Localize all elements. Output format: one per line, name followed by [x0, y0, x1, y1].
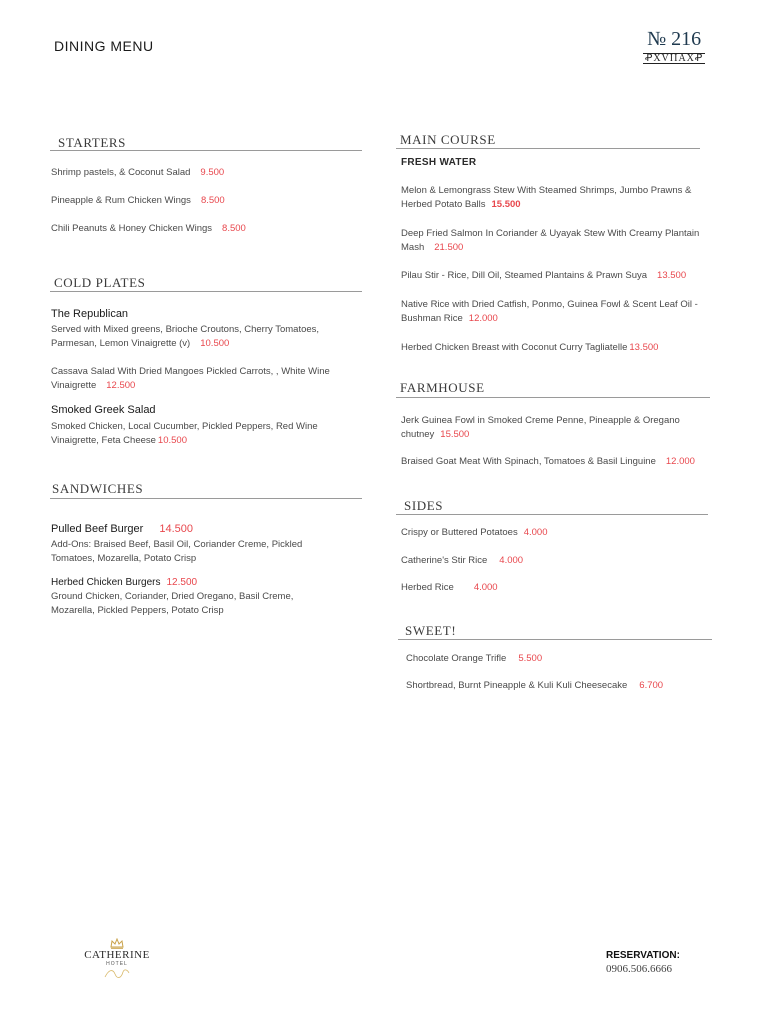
signature-flourish-icon — [97, 967, 137, 981]
page-title: DINING MENU — [54, 38, 154, 54]
list-item: Braised Goat Meat With Spinach, Tomatoes & Basil Linguine 12.000 — [401, 456, 695, 467]
list-item: Shrimp pastels, & Coconut Salad 9.500 — [51, 167, 225, 178]
brand-mark — [643, 28, 705, 64]
list-item: Deep Fried Salmon In Coriander & Uyayak Stew With Creamy Plantain Mash 21.500 — [401, 228, 700, 253]
list-item: Herbed Chicken Breast with Coconut Curry Tagliatelle 13.500 — [401, 342, 659, 353]
cold-plates-divider — [50, 291, 362, 292]
dish-title: Herbed Chicken Burgers 12.500 — [51, 577, 198, 588]
list-item: Herbed Rice 4.000 — [401, 582, 498, 593]
starters-divider — [50, 150, 362, 151]
list-item: Pineapple & Rum Chicken Wings 8.500 — [51, 195, 225, 206]
reservation-label: RESERVATION: — [606, 950, 680, 961]
dish-title: Pulled Beef Burger 14.500 — [51, 523, 193, 535]
list-item: Crispy or Buttered Potatoes 4.000 — [401, 527, 548, 538]
dish-description: Ground Chicken, Coriander, Dried Oregano, Basil Creme, Mozarella, Pickled Peppers, Potato Crisp — [51, 591, 294, 616]
dish-title: The Republican — [51, 308, 129, 320]
starters-heading: STARTERS — [58, 135, 126, 150]
sweet-divider — [398, 639, 712, 640]
sides-divider — [396, 514, 708, 515]
dish-description: Add-Ons: Braised Beef, Basil Oil, Coriander Creme, Pickled Tomatoes, Mozarella, Potato Crisp — [51, 539, 303, 564]
farmhouse-divider — [396, 397, 710, 398]
list-item: Cassava Salad With Dried Mangoes Pickled Carrots, , White Wine Vinaigrette 12.500 — [51, 366, 330, 391]
list-item: Pilau Stir - Rice, Dill Oil, Steamed Plantains & Prawn Suya 13.500 — [401, 270, 687, 281]
list-item: Catherine's Stir Rice 4.000 — [401, 555, 524, 566]
hotel-logo — [80, 938, 154, 986]
cold-plates-heading: COLD PLATES — [54, 275, 146, 290]
list-item: Jerk Guinea Fowl in Smoked Creme Penne, Pineapple & Oregano chutney 15.500 — [401, 415, 680, 440]
farmhouse-heading: FARMHOUSE — [400, 380, 485, 395]
list-item: Chocolate Orange Trifle 5.500 — [406, 653, 543, 664]
brand-subtitle: ꝒXVIIAXꝒ — [645, 53, 704, 64]
dish-title: Smoked Greek Salad — [51, 404, 156, 416]
sweet-heading: SWEET! — [405, 623, 457, 638]
main-course-heading: MAIN COURSE — [400, 132, 496, 147]
main-course-divider — [396, 148, 700, 149]
list-item: Shortbread, Burnt Pineapple & Kuli Kuli Cheesecake 6.700 — [406, 680, 664, 691]
sides-heading: SIDES — [404, 498, 444, 513]
dish-description: Served with Mixed greens, Brioche Croutons, Cherry Tomatoes, Parmesan, Lemon Vinaigrette (v) 10.500 — [51, 324, 320, 349]
reservation-phone[interactable]: 0906.506.6666 — [606, 963, 672, 975]
brand-number: № 216 — [647, 28, 702, 50]
logo-subtitle: HOTEL — [106, 961, 128, 967]
list-item: Native Rice with Dried Catfish, Ponmo, Guinea Fowl & Scent Leaf Oil - Bushman Rice 12.000 — [401, 299, 698, 324]
sandwiches-heading: SANDWICHES — [52, 481, 144, 496]
dish-description: Smoked Chicken, Local Cucumber, Pickled Peppers, Red Wine Vinaigrette, Feta Cheese 10.500 — [51, 421, 318, 446]
logo-name: CATHERINE — [84, 949, 150, 961]
list-item: Chili Peanuts & Honey Chicken Wings 8.500 — [51, 223, 246, 234]
list-item: Melon & Lemongrass Stew With Steamed Shrimps, Jumbo Prawns & Herbed Potato Balls 15.500 — [401, 185, 692, 210]
crown-icon — [110, 938, 124, 949]
sandwiches-divider — [50, 498, 362, 499]
reservation-block — [606, 945, 680, 975]
fresh-water-subheading: FRESH WATER — [401, 157, 477, 168]
